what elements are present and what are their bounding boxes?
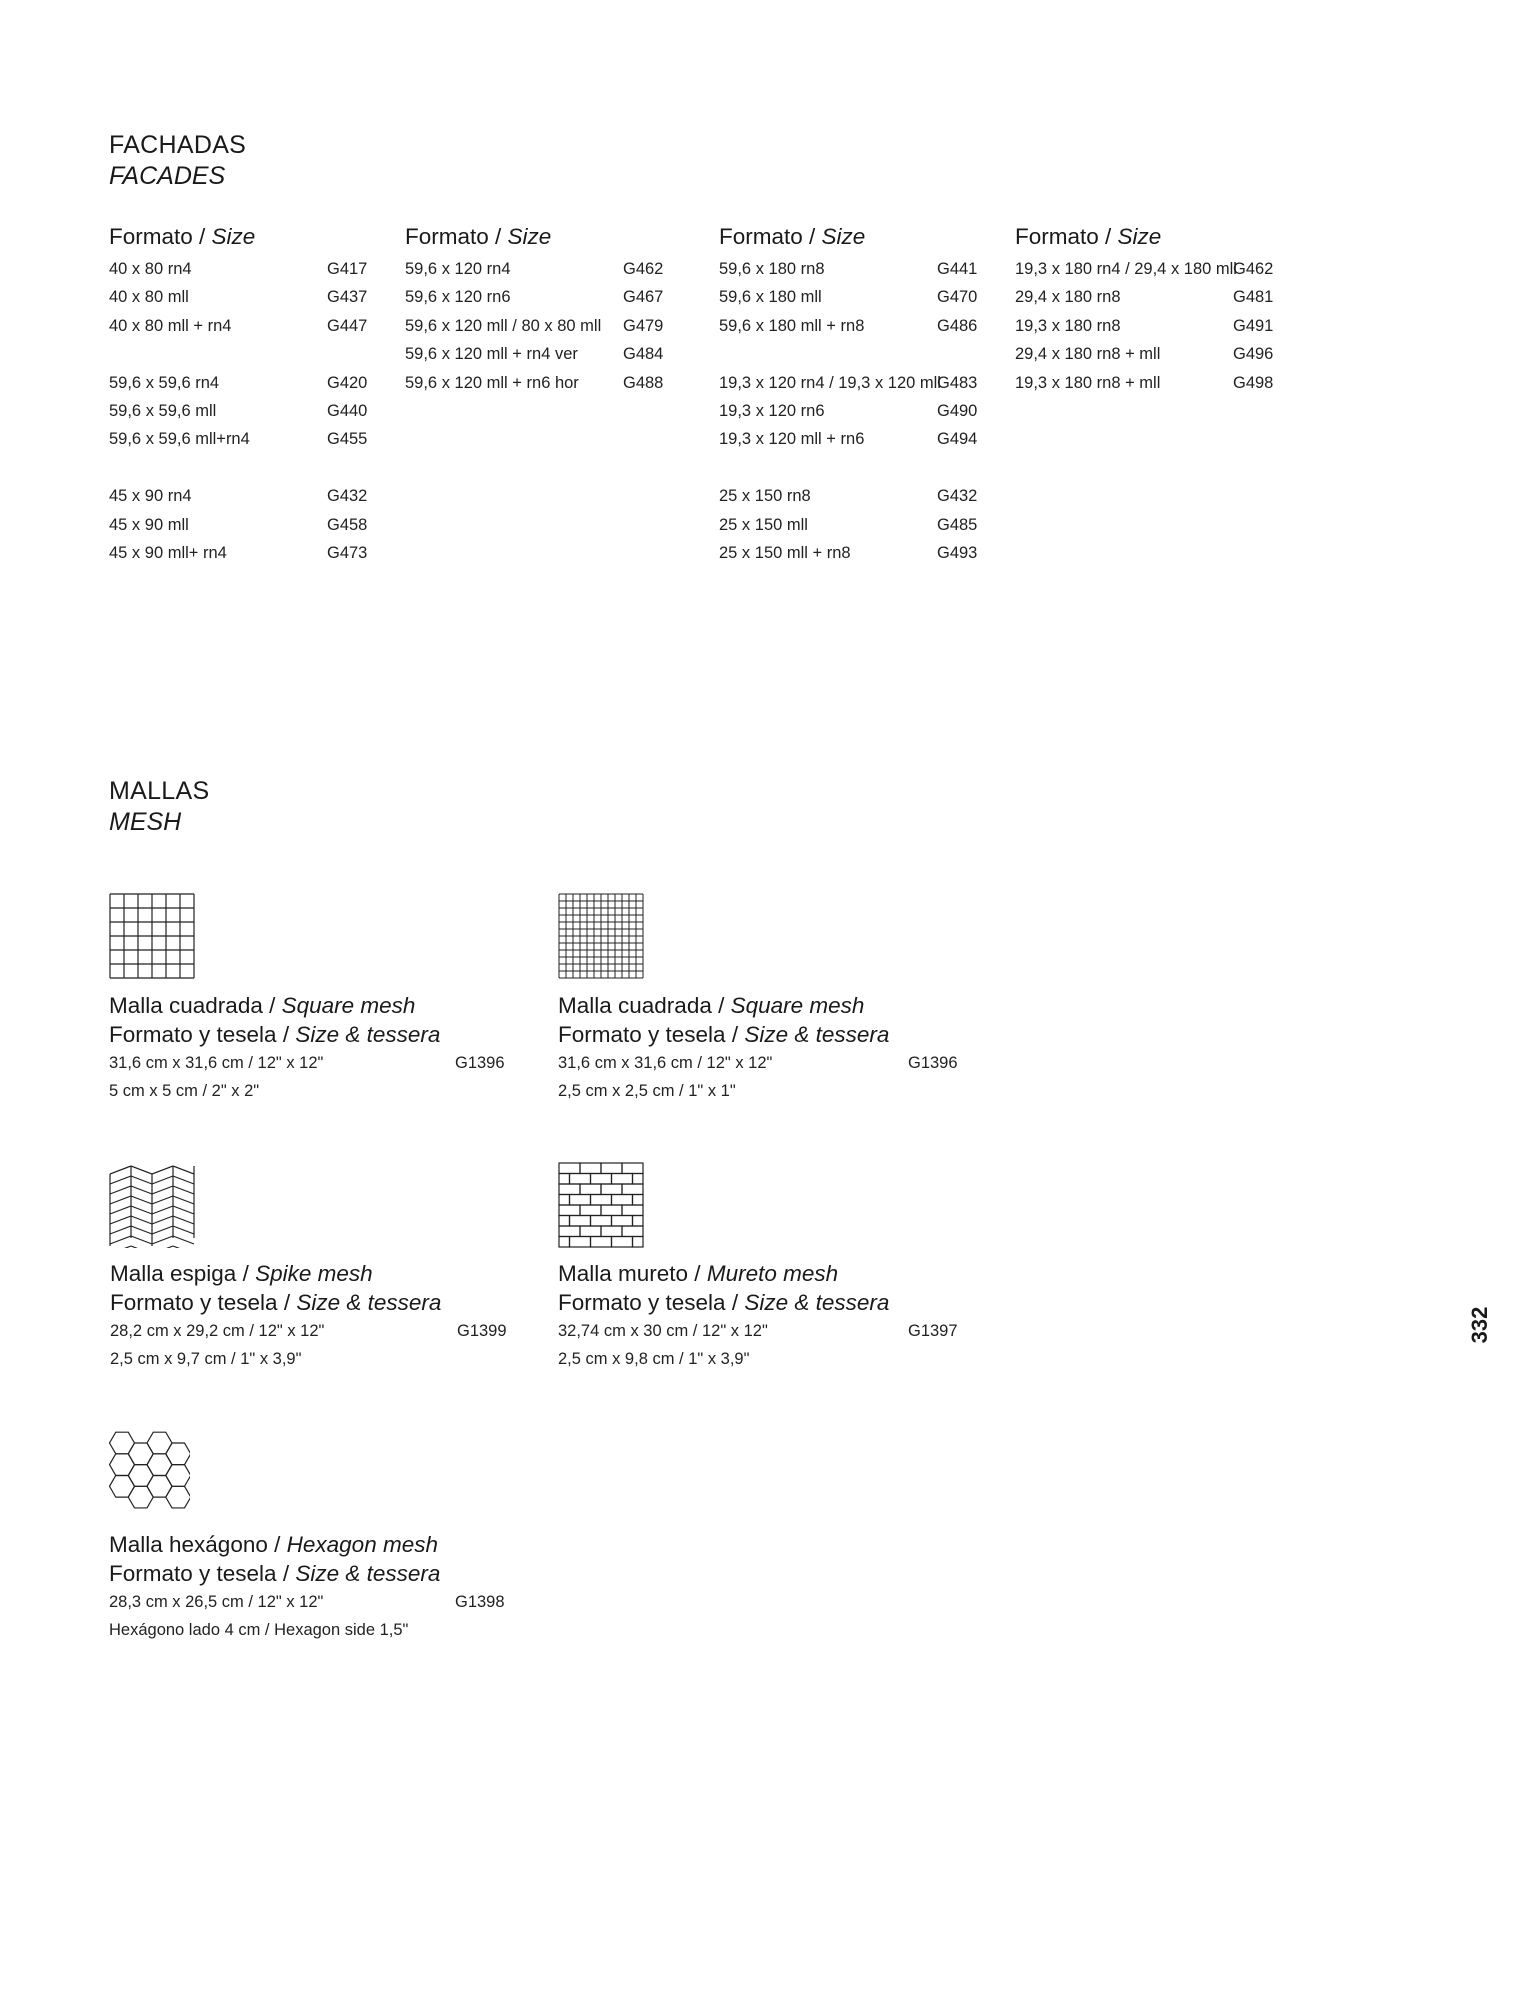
facade-row <box>719 283 1009 311</box>
facade-size: 45 x 90 rn4 <box>109 487 192 506</box>
square-mesh-icon <box>109 893 195 979</box>
facade-row <box>719 482 1009 510</box>
facade-row <box>109 539 379 567</box>
facades-column-3 <box>719 223 1009 567</box>
facade-size: 59,6 x 120 mll / 80 x 80 mll <box>405 316 602 335</box>
facade-row <box>405 340 695 368</box>
mesh-subheading: Formato y tesela / Size & tessera <box>109 1022 441 1047</box>
facade-size: 29,4 x 180 rn8 <box>1015 288 1121 307</box>
mesh-item-spike <box>110 1259 510 1374</box>
facade-size: 19,3 x 120 rn4 / 19,3 x 120 mll <box>719 373 941 392</box>
facade-row <box>109 283 379 311</box>
facade-row <box>719 255 1009 283</box>
facade-row <box>405 312 695 340</box>
facade-size: 40 x 80 rn4 <box>109 260 192 278</box>
facade-row <box>109 482 379 510</box>
facade-code: G467 <box>623 288 664 307</box>
facade-row <box>719 369 1009 397</box>
mesh-tessera-line: Hexágono lado 4 cm / Hexagon side 1,5" <box>109 1621 409 1640</box>
facade-row <box>1015 340 1305 368</box>
mesh-subheading: Formato y tesela / Size & tessera <box>558 1022 890 1047</box>
facade-size: 59,6 x 180 rn8 <box>719 260 825 278</box>
mesh-code: G1397 <box>908 1322 958 1340</box>
facade-size: 59,6 x 180 mll + rn8 <box>719 316 865 335</box>
mesh-name: Malla cuadrada / Square mesh <box>558 993 865 1018</box>
facade-row <box>109 255 379 283</box>
mesh-size-line: 31,6 cm x 31,6 cm / 12" x 12" G1396 <box>109 1049 509 1077</box>
facade-row-spacer <box>719 454 1009 482</box>
facade-size: 29,4 x 180 rn8 + mll <box>1015 345 1161 364</box>
spike-mesh-icon <box>109 1162 197 1248</box>
facade-size: 59,6 x 59,6 mll+rn4 <box>109 430 250 449</box>
mesh-name: Malla hexágono / Hexagon mesh <box>109 1532 438 1557</box>
facade-code: G447 <box>327 316 368 335</box>
facade-code: G441 <box>937 260 978 278</box>
page-number: 332 <box>1467 1306 1492 1344</box>
mesh-item-square-2-5cm <box>558 991 958 1106</box>
mureto-mesh-icon <box>558 1162 644 1248</box>
facade-code: G494 <box>937 430 978 449</box>
facade-size: 25 x 150 rn8 <box>719 487 811 506</box>
facade-code: G455 <box>327 430 368 449</box>
column-heading: Formato / Size <box>109 224 256 249</box>
facade-size: 45 x 90 mll <box>109 515 189 534</box>
mesh-tessera-line: 2,5 cm x 9,8 cm / 1" x 3,9" <box>558 1350 750 1369</box>
facade-row <box>1015 255 1305 283</box>
facade-code: G486 <box>937 316 978 335</box>
facade-row <box>719 425 1009 453</box>
square-grid-12-icon <box>558 893 644 979</box>
facade-size: 59,6 x 59,6 mll <box>109 401 217 420</box>
facade-row <box>719 511 1009 539</box>
facade-row <box>109 369 379 397</box>
facades-column-4 <box>1015 223 1305 397</box>
facade-row <box>109 511 379 539</box>
facade-code: G417 <box>327 260 368 278</box>
facade-code: G458 <box>327 515 368 534</box>
facades-subtitle: FACADES <box>109 162 226 190</box>
mesh-name: Malla cuadrada / Square mesh <box>109 993 416 1018</box>
facade-code: G490 <box>937 401 978 420</box>
square-grid-6-icon <box>109 893 195 979</box>
facade-size: 59,6 x 120 rn6 <box>405 288 511 307</box>
mesh-subheading: Formato y tesela / Size & tessera <box>558 1290 890 1315</box>
facade-size: 45 x 90 mll+ rn4 <box>109 543 227 562</box>
facade-row <box>405 369 695 397</box>
mesh-item-hexagon <box>109 1530 509 1645</box>
facade-size: 59,6 x 120 mll + rn4 ver <box>405 345 578 364</box>
mesh-subheading: Formato y tesela / Size & tessera <box>110 1290 442 1315</box>
mesh-name: Malla mureto / Mureto mesh <box>558 1261 839 1286</box>
mesh-tessera-line: 2,5 cm x 9,7 cm / 1" x 3,9" <box>110 1350 302 1369</box>
facades-column-1 <box>109 223 379 567</box>
facade-size: 59,6 x 59,6 rn4 <box>109 373 220 392</box>
mesh-size-line: 31,6 cm x 31,6 cm / 12" x 12" G1396 <box>558 1049 958 1077</box>
facade-row <box>109 397 379 425</box>
facade-size: 19,3 x 120 rn6 <box>719 401 825 420</box>
facade-code: G485 <box>937 515 978 534</box>
facades-title: FACHADAS <box>109 131 247 159</box>
facade-code: G432 <box>327 487 368 506</box>
facade-size: 19,3 x 180 rn4 / 29,4 x 180 mll <box>1015 260 1237 278</box>
facade-size: 40 x 80 mll + rn4 <box>109 316 232 335</box>
mesh-tessera-line: 5 cm x 5 cm / 2" x 2" <box>109 1082 260 1101</box>
mesh-name: Malla espiga / Spike mesh <box>110 1261 373 1286</box>
mesh-code: G1396 <box>455 1054 505 1072</box>
square-mesh-fine-icon <box>558 893 644 979</box>
mesh-code: G1396 <box>908 1054 958 1072</box>
hexagon-icon <box>108 1430 190 1514</box>
facade-row-spacer <box>109 454 379 482</box>
facade-size: 19,3 x 180 rn8 <box>1015 316 1121 335</box>
facade-code: G470 <box>937 288 978 307</box>
facade-row <box>405 283 695 311</box>
mesh-size-line: 28,3 cm x 26,5 cm / 12" x 12" G1398 <box>109 1588 509 1616</box>
facade-row <box>719 539 1009 567</box>
facade-row <box>109 312 379 340</box>
facade-code: G462 <box>1233 260 1274 278</box>
mesh-item-square-5cm <box>109 991 509 1106</box>
mesh-item-mureto <box>558 1259 958 1374</box>
facade-size: 59,6 x 180 mll <box>719 288 822 307</box>
herringbone-icon <box>109 1162 197 1248</box>
facade-row <box>109 425 379 453</box>
facade-size: 59,6 x 120 mll + rn6 hor <box>405 373 579 392</box>
mesh-subtitle: MESH <box>109 808 182 836</box>
facade-row <box>719 397 1009 425</box>
facade-row-spacer <box>719 340 1009 368</box>
mesh-code: G1398 <box>455 1593 505 1611</box>
facade-row <box>1015 283 1305 311</box>
facade-size: 25 x 150 mll <box>719 515 808 534</box>
facade-code: G437 <box>327 288 368 307</box>
facade-code: G484 <box>623 345 664 364</box>
facade-code: G483 <box>937 373 978 392</box>
facade-code: G481 <box>1233 288 1274 307</box>
facade-size: 59,6 x 120 rn4 <box>405 260 511 278</box>
mesh-size-line: 28,2 cm x 29,2 cm / 12" x 12" G1399 <box>110 1317 510 1345</box>
facade-row <box>405 255 695 283</box>
facades-column-2 <box>405 223 695 397</box>
facade-row <box>1015 312 1305 340</box>
mesh-code: G1399 <box>457 1322 507 1340</box>
facade-code: G488 <box>623 373 664 392</box>
facade-row <box>719 312 1009 340</box>
mesh-subheading: Formato y tesela / Size & tessera <box>109 1561 441 1586</box>
facade-size: 19,3 x 180 rn8 + mll <box>1015 373 1161 392</box>
mesh-title: MALLAS <box>109 777 210 805</box>
facade-size: 40 x 80 mll <box>109 288 189 307</box>
facade-code: G440 <box>327 401 368 420</box>
column-heading: Formato / Size <box>1015 224 1162 249</box>
hexagon-mesh-icon <box>108 1430 190 1514</box>
facade-code: G479 <box>623 316 664 335</box>
column-heading: Formato / Size <box>405 224 552 249</box>
facade-size: 19,3 x 120 mll + rn6 <box>719 430 865 449</box>
mesh-tessera-line: 2,5 cm x 2,5 cm / 1" x 1" <box>558 1082 736 1101</box>
facade-row-spacer <box>109 340 379 368</box>
column-heading: Formato / Size <box>719 224 866 249</box>
facade-code: G473 <box>327 543 368 562</box>
facade-code: G420 <box>327 373 368 392</box>
facade-code: G496 <box>1233 345 1274 364</box>
facade-size: 25 x 150 mll + rn8 <box>719 543 851 562</box>
mesh-size-line: 32,74 cm x 30 cm / 12" x 12" G1397 <box>558 1317 958 1345</box>
facade-row <box>1015 369 1305 397</box>
brick-icon <box>558 1162 644 1248</box>
facade-code: G462 <box>623 260 664 278</box>
facade-code: G491 <box>1233 316 1274 335</box>
facade-code: G498 <box>1233 373 1274 392</box>
facade-code: G493 <box>937 543 978 562</box>
facade-code: G432 <box>937 487 978 506</box>
